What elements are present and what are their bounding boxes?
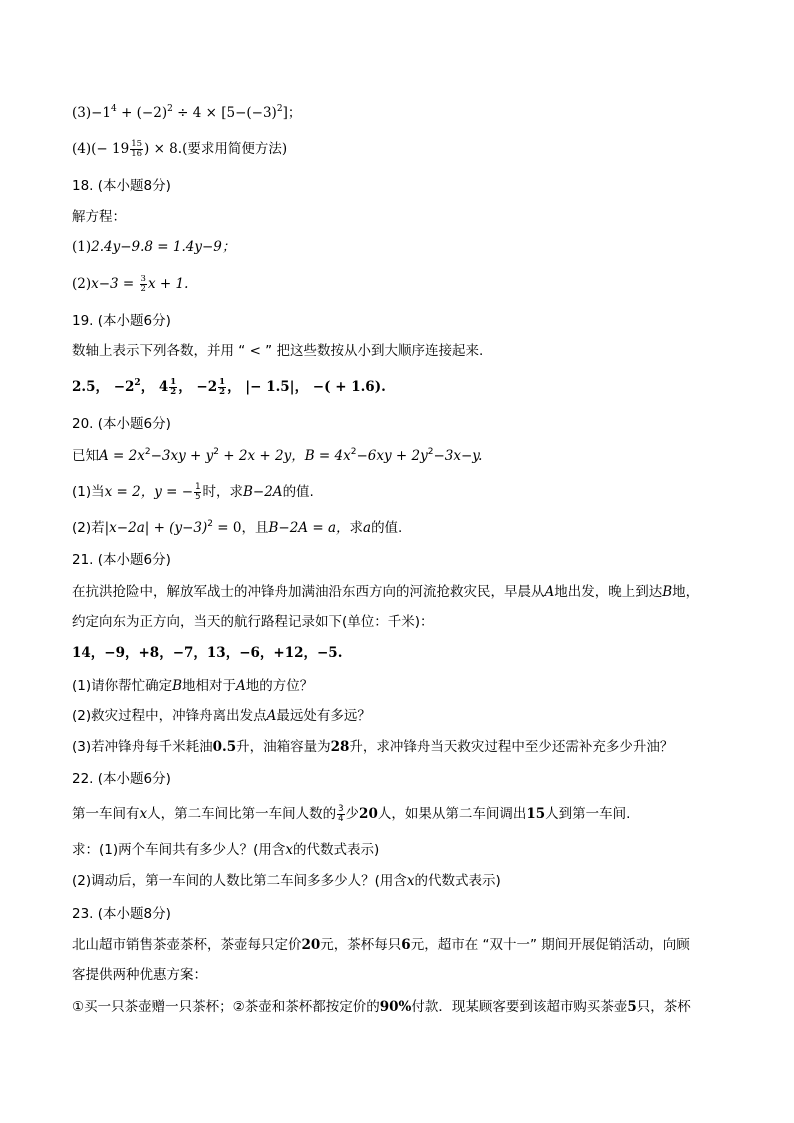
q21-para1: 在抗洪抢险中，解放军战士的冲锋舟加满油沿东西方向的河流抢救灾民，早晨从A地出发，晚上到达B地， <box>72 584 700 600</box>
q21-para2: 约定向东为正方向，当天的航行路程记录如下(单位：千米)： <box>72 614 434 630</box>
q20-part1: (1)当x = 2，y = − $\frac{1}{5}$ 时，求B−2A的值. <box>72 481 314 502</box>
fraction: $\frac{3}{2}$ <box>140 274 146 294</box>
q21-header: 21. (本小题6分) <box>72 552 171 568</box>
q20-given: 已知$A = 2x^2-3xy + y^2 + 2x + 2y$，$B = 4x^2-6xy + 2y^2-3x-y$. <box>72 447 483 464</box>
q23-line2: 客提供两种优惠方案： <box>72 967 207 983</box>
q21-part2: (2)救灾过程中，冲锋舟离出发点A最远处有多远？ <box>72 708 371 724</box>
q19-header: 19. (本小题6分) <box>72 313 171 329</box>
q22-header: 22. (本小题6分) <box>72 771 171 787</box>
q20-header: 20. (本小题6分) <box>72 416 171 432</box>
q23-header: 23. (本小题8分) <box>72 906 171 922</box>
q23-line3: ①买一只茶壶赠一只茶杯；②茶壶和茶杯都按定价的90%付款．现某顾客要到该超市购买茶壶5只，茶杯 <box>72 999 691 1015</box>
q19-instruction: 数轴上表示下列各数，并用 “ < ” 把这些数按从小到大顺序连接起来. <box>72 343 484 359</box>
q18-header: 18. (本小题8分) <box>72 178 171 194</box>
q22-part1: 求：(1)两个车间共有多少人？(用含x的代数式表示) <box>72 842 380 858</box>
q22-line1: 第一车间有x人，第二车间比第一车间人数的 $\frac{3}{4}$ 少20人，如果从第二车间调出15人到第一车间. <box>72 803 631 824</box>
q21-part3: (3)若冲锋舟每千米耗油0.5升，油箱容量为28升，求冲锋舟当天救灾过程中至少还需补充多少升油？ <box>72 739 674 755</box>
q17-part4: (4)(− 19 $\frac{15}{16}$ ) × 8.(要求用简便方法) <box>72 139 288 159</box>
q18-part1: (1)2.4y−9.8 = 1.4y−9； <box>72 239 236 255</box>
q20-part2: (2)若$|x-2a| + (y-3)^2 = 0$，且B−2A = a，求a的值. <box>72 519 403 536</box>
fraction: $\frac{15}{16}$ <box>131 139 143 159</box>
q19-numbers: 2.5， $-2^2$， 4 $\frac{1}{2}$ ， −2 $\frac{1}{2}$ ， |− 1.5|， −( + 1.6). <box>72 377 386 397</box>
q21-part1: (1)请你帮忙确定B地相对于A地的方位？ <box>72 678 314 694</box>
q23-line1: 北山超市销售茶壶茶杯，茶壶每只定价20元，茶杯每只6元，超市在 “双十一” 期间开展促销活动，向顾 <box>72 937 690 953</box>
q18-part2: (2)x−3 = $\frac{3}{2}$ x + 1. <box>72 274 189 294</box>
q18-instruction: 解方程： <box>72 209 126 225</box>
q22-part2: (2)调动后，第一车间的人数比第二车间多多少人？(用含x的代数式表示) <box>72 873 501 889</box>
q21-record: 14，−9，+8，−7，13，−6，+12，−5. <box>72 645 343 661</box>
q17-part3: $(3)-1^4 + (-2)^2 \div 4 \times [5-(-3)^2]$； <box>72 104 302 121</box>
